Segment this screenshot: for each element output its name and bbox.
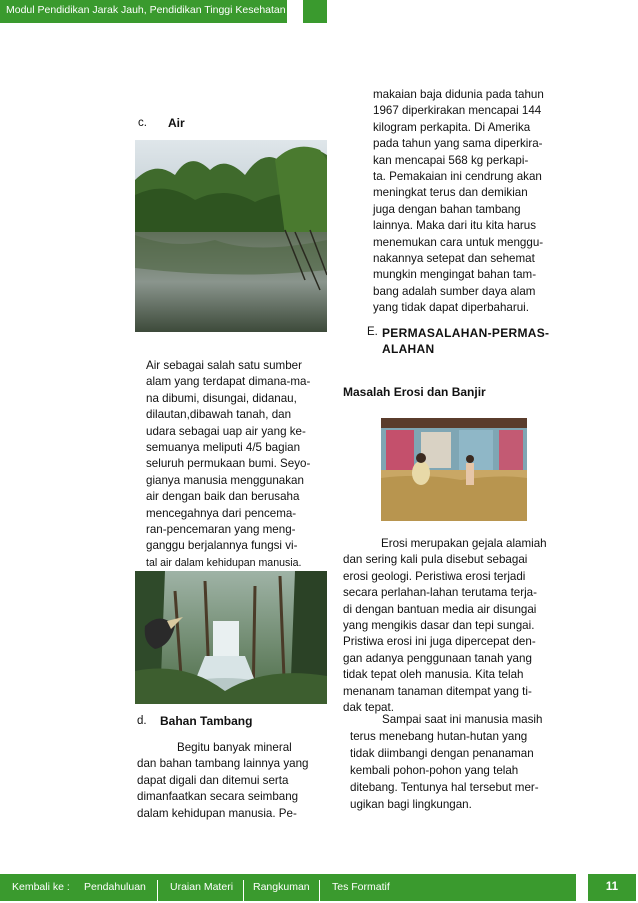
hutan-paragraph: Sampai saat ini manusia masih terus menebang hutan-hutan yang tidak diimbangi dengan penanaman kembali pohon-pohon yang telah ditebang. Tentunya hal tersebut mer- ugikan bagi lingkungan. — [350, 713, 543, 811]
footer-separator — [157, 880, 158, 901]
footer-separator — [243, 880, 244, 901]
footer-separator — [319, 880, 320, 901]
footer-link-tes-formatif[interactable]: Tes Formatif — [332, 881, 390, 893]
footer-link-pendahuluan[interactable]: Pendahuluan — [84, 881, 146, 893]
section-d-letter: d. — [137, 715, 147, 727]
section-d-title: Bahan Tambang — [160, 714, 253, 728]
module-title: Modul Pendidikan Jarak Jauh, Pendidikan Tinggi Kesehatan — [6, 4, 286, 16]
erosi-banjir-subheading: Masalah Erosi dan Banjir — [343, 385, 486, 399]
footer-link-rangkuman[interactable]: Rangkuman — [253, 881, 310, 893]
header-bar — [0, 0, 287, 23]
section-c-letter: c. — [138, 117, 147, 129]
section-e-letter: E. — [367, 326, 378, 338]
forest-waterfall-painting — [135, 571, 327, 704]
page-number: 11 — [588, 874, 636, 901]
lake-photo — [135, 140, 327, 332]
footer-link-uraian-materi[interactable]: Uraian Materi — [170, 881, 234, 893]
erosi-paragraph: Erosi merupakan gejala alamiah dan sering kali pula disebut sebagai erosi geologi. Peristiwa erosi terjadi secara perlahan-lahan terutama terja- di dengan bantuan media air disungai yang mengikis dasar dan tepi sungai. Pristiwa erosi ini juga dipercepat den- gan adanya penggunaan tanah yang tidak tepat oleh manusia. Kita telah menanam tanaman ditempat yang ti- dak tepat. — [343, 537, 547, 715]
header-accent-box — [303, 0, 327, 23]
air-paragraph: Air sebagai salah satu sumber alam yang terdapat dimana-ma- na dibumi, disungai, didanau, dilautan,dibawah tanah, dan udara sebagai uap air yang ke- semuanya meliputi 4/5 bagian seluruh permukaan bumi. Seyo- gianya manusia menggunakan air dengan baik dan berusaha mencegahnya dari pencema- ran-pencemaran yang meng- ganggu berjalannya fungsi vi- tal air dalam kehidupan manusia. — [146, 359, 311, 569]
baja-continuation-paragraph: makaian baja didunia pada tahun 1967 diperkirakan mencapai 144 kilogram perkapita. Di Amerika pada tahun yang sama diperkira- kan mencapai 568 kg perkapi- ta. Pemakaian ini cendrung akan meningkat terus dan demikian juga dengan bahan tambang lainnya. Maka dari itu kita harus menemukan cara untuk menggu- nakannya setepat dan sehemat mungkin mengingat bahan tam- bang adalah sumber daya alam yang tidak dapat diperbaharui. — [373, 88, 544, 315]
section-e-title: PERMASALAHAN-PERMAS- ALAHAN — [382, 326, 550, 356]
flood-photo — [381, 418, 527, 521]
footer-kembali-label: Kembali ke : — [12, 881, 70, 893]
section-c-title: Air — [168, 116, 185, 130]
tambang-paragraph: Begitu banyak mineral dan bahan tambang lainnya yang dapat digali dan ditemui serta dimanfaatkan secara seimbang dalam kehidupan manusia. Pe- — [137, 741, 309, 820]
